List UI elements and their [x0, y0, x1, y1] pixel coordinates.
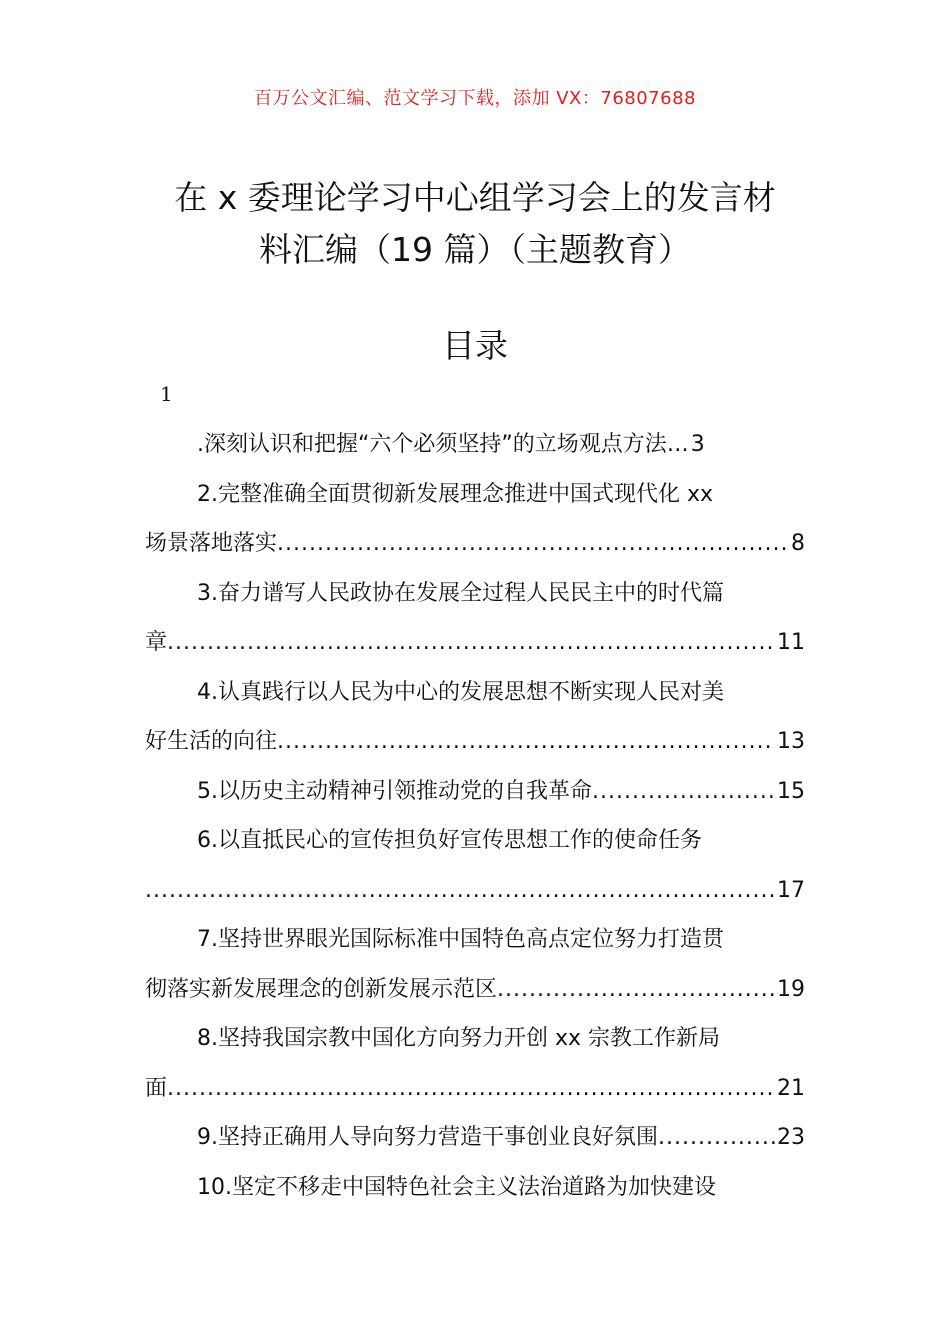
toc-entry-text: 8.坚持我国宗教中国化方向努力开创 xx 宗教工作新局 [197, 1026, 721, 1051]
toc-dot-leader [497, 965, 775, 1015]
toc-entry-continuation[interactable] [145, 1064, 805, 1114]
toc-dot-leader [145, 866, 775, 916]
document-title [100, 172, 850, 276]
toc-entry-continuation[interactable] [145, 866, 805, 916]
toc-entry-text: 7.坚持世界眼光国际标准中国特色高点定位努力打造贯 [197, 927, 724, 952]
toc-entry[interactable] [145, 816, 805, 866]
toc-entry-text: .深刻认识和把握“六个必须坚持”的立场观点方法… [197, 432, 689, 457]
toc-entry[interactable] [145, 915, 805, 965]
toc-entry-page: 19 [777, 976, 805, 1002]
toc-entry-text: 3.奋力谱写人民政协在发展全过程人民民主中的时代篇 [197, 580, 724, 606]
promo-banner: 百万公文汇编、范文学习下载，添加 VX：76807688 [254, 88, 696, 109]
toc-entry-text: 彻落实新发展理念的创新发展示范区 [145, 976, 498, 1002]
toc-entry-text: 6.以直抵民心的宣传担负好宣传思想工作的使命任务 [197, 828, 702, 853]
title-line-2: 料汇编（19 篇）（主题教育） [259, 230, 691, 269]
toc-entry[interactable] [145, 569, 805, 619]
toc-entry-text: 2.完整准确全面贯彻新发展理念推进中国式现代化 xx [197, 481, 714, 507]
toc-dot-leader [167, 618, 775, 668]
toc-entry-page: 3 [690, 432, 705, 457]
toc-entry-text: 章 [145, 630, 168, 655]
toc-entry-text: 10.坚定不移走中国特色社会主义法治道路为加快建设 [197, 1174, 716, 1200]
toc-entry[interactable] [145, 1014, 805, 1064]
toc-dot-leader [658, 1113, 775, 1163]
toc-entry-page: 11 [777, 630, 805, 655]
toc-entry-page: 23 [777, 1125, 805, 1150]
toc-dot-leader [592, 767, 775, 817]
toc-entry-continuation[interactable] [145, 717, 805, 767]
table-of-contents [145, 420, 805, 1212]
toc-entry-text: 5.以历史主动精神引领推动党的自我革命 [197, 778, 592, 804]
toc-dot-leader [167, 1064, 775, 1114]
toc-entry-page: 15 [777, 778, 805, 804]
toc-marker: 1 [160, 382, 173, 406]
toc-entry[interactable] [145, 1113, 805, 1163]
toc-entry-page: 17 [777, 877, 805, 903]
toc-entry[interactable] [145, 1163, 805, 1213]
title-line-1: 在 x 委理论学习中心组学习会上的发言材 [174, 178, 776, 217]
toc-entry-text: 场景落地落实 [145, 531, 278, 556]
toc-entry-page: 21 [777, 1075, 805, 1101]
toc-dot-leader [277, 519, 789, 569]
toc-entry[interactable] [145, 767, 805, 817]
toc-heading: 目录 [442, 326, 508, 365]
toc-entry-continuation[interactable] [145, 618, 805, 668]
toc-entry-text: 好生活的向往 [145, 729, 278, 754]
toc-dot-leader [277, 717, 775, 767]
toc-entry[interactable] [145, 470, 805, 520]
toc-entry[interactable] [145, 420, 805, 470]
toc-entry-text: 9.坚持正确用人导向努力营造干事创业良好氛围 [197, 1125, 658, 1150]
toc-entry-text: 面 [145, 1075, 168, 1101]
toc-entry-page: 8 [791, 531, 805, 556]
toc-entry-page: 13 [777, 729, 805, 754]
toc-entry-text: 4.认真践行以人民为中心的发展思想不断实现人民对美 [197, 679, 724, 705]
toc-entry-continuation[interactable] [145, 965, 805, 1015]
toc-entry-continuation[interactable] [145, 519, 805, 569]
toc-entry[interactable] [145, 668, 805, 718]
